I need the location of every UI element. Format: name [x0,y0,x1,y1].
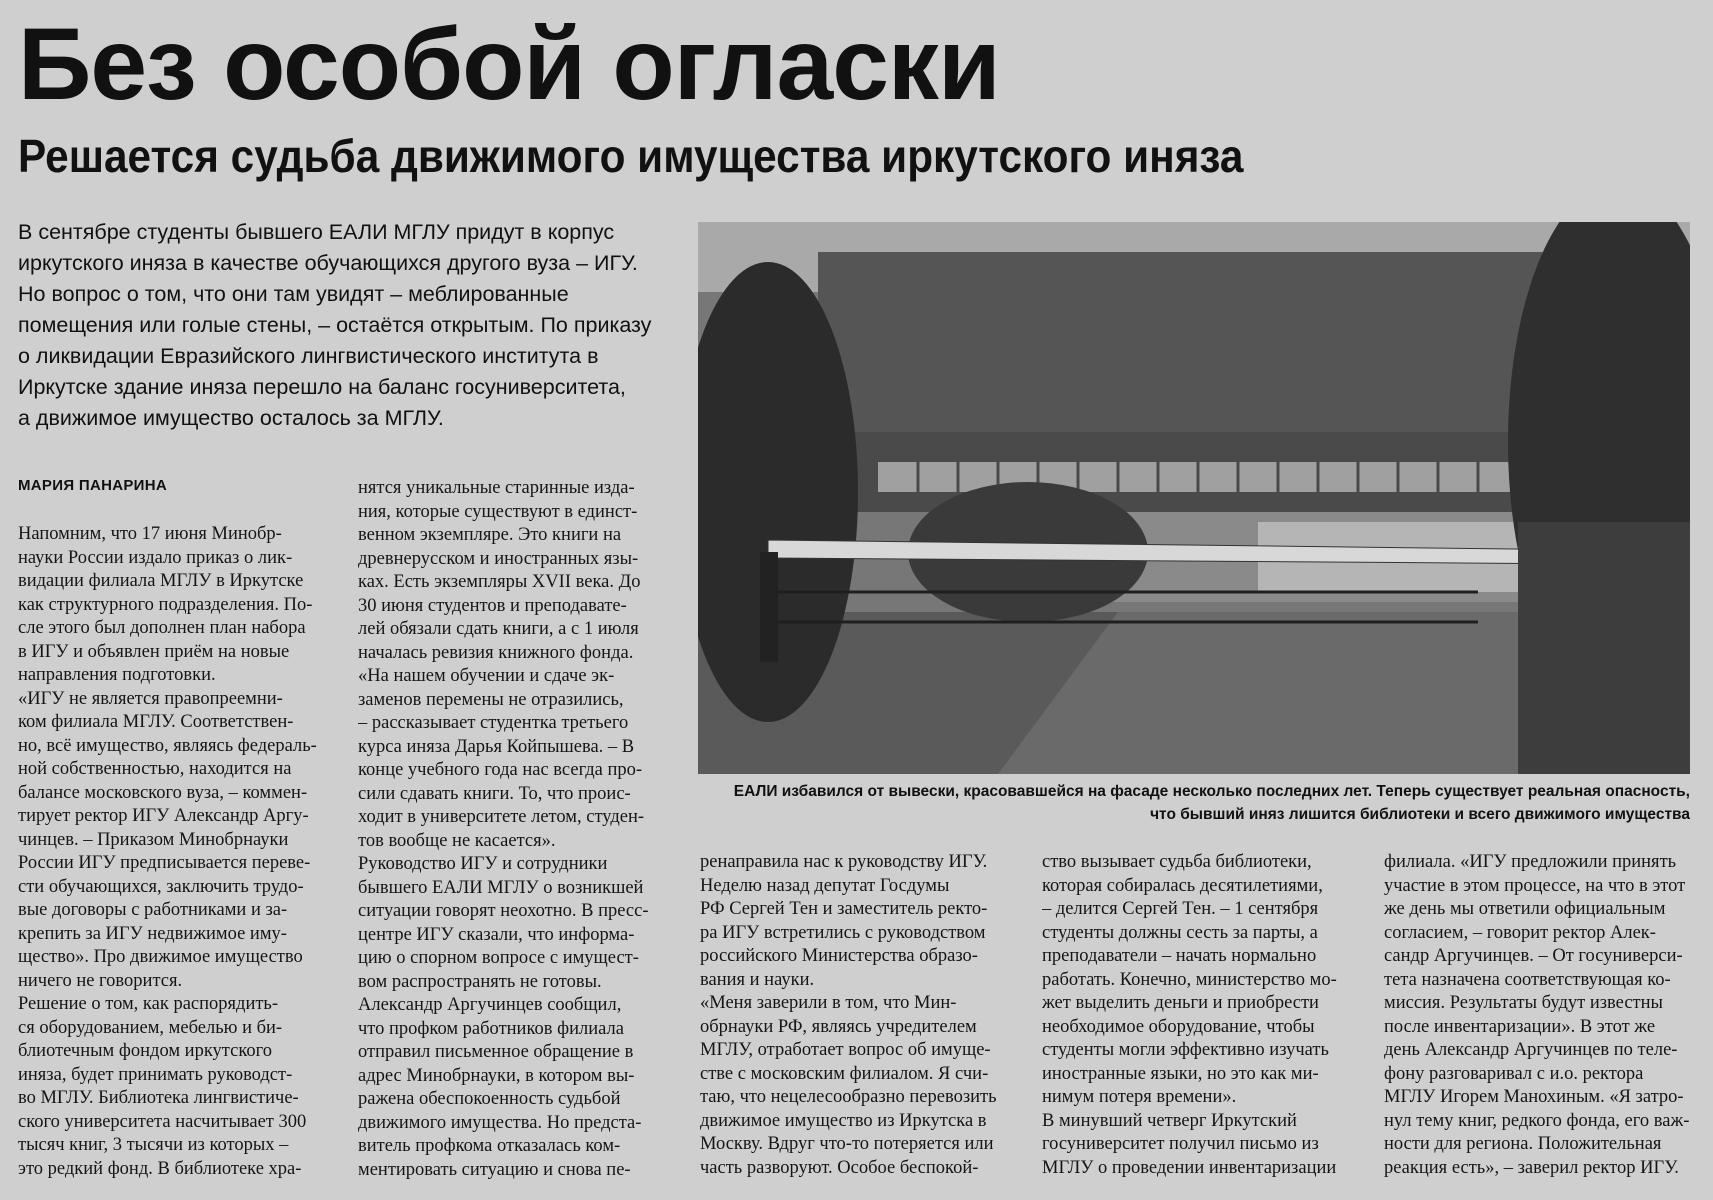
column-line: которая собиралась десятилетиями, [1042,875,1323,896]
column-line: ной собственностью, находится на [18,759,292,779]
column-line: Неделю назад депутат Госдумы [700,875,950,896]
column-line: ничего не говорится. [18,970,183,991]
building-photo [698,222,1690,774]
column-line: МГЛУ, отработает вопрос об имуще- [700,1040,991,1060]
column-line: блиотечным фондом иркутского [18,1041,272,1061]
column-line: ситуации говорят неохотно. В пресс- [358,901,649,921]
column-line: вом распространять не готовы. [358,971,602,992]
column-line: необходимое оборудование, чтобы [1042,1016,1315,1037]
column-line: вые договоры с работниками и за- [18,900,288,920]
column-line: согласием, – говорит ректор Алек- [1384,922,1656,943]
column-line: В минувший четверг Иркутский [1042,1110,1297,1131]
column-line: крепить за ИГУ недвижимое иму- [18,923,287,944]
column-line: «ИГУ не является правопреемни- [18,688,283,709]
column-line: участие в этом процессе, на что в этот [1384,875,1686,896]
column-line: филиала. «ИГУ предложили принять [1384,852,1677,872]
column-line: ния, которые существуют в единст- [358,501,638,522]
column-line: адрес Минобрнауки, в котором вы- [358,1065,635,1086]
column-line: центре ИГУ сказали, что информа- [358,924,635,945]
column-line: началась ревизия книжного фонда. [358,642,634,663]
byline: МАРИЯ ПАНАРИНА [18,477,167,494]
column-line: российского Министерства образо- [700,946,978,966]
article-column-4 [1042,851,1354,1180]
column-line: таю, что нецелесообразно перевозить [700,1087,997,1107]
column-line: но, всё имущество, являясь федераль- [18,735,317,756]
column-line: МГЛУ о проведении инвентаризации [1042,1157,1337,1178]
column-line: «На нашем обучении и сдаче эк- [358,666,615,686]
lead-line: В сентябре студенты бывшего ЕАЛИ МГЛУ придут в корпус [18,220,615,244]
column-line: России ИГУ предписывается переве- [18,853,311,873]
column-line: тысяч книг, 3 тысячи из которых – [18,1135,289,1155]
column-line: это редкий фонд. В библиотеке хра- [18,1158,302,1179]
column-line: после инвентаризации». В этот же [1384,1016,1656,1037]
column-line: ходит в университете летом, студен- [358,807,645,827]
column-line: ком филиала МГЛУ. Соответствен- [18,712,294,732]
article-column-1 [18,523,330,1181]
column-line: реакция есть», – заверил ректор ИГУ. [1384,1157,1679,1178]
column-line: тета назначена соответствующая ко- [1384,969,1671,990]
column-line: движимое имущество из Иркутска в [700,1110,987,1131]
column-line: Руководство ИГУ и сотрудники [358,854,608,874]
column-line: чинцев. – Приказом Минобрнауки [18,829,289,850]
column-line: венном экземпляре. Это книги на [358,525,622,545]
column-line: преподаватели – начать нормально [1042,946,1317,966]
column-line: как структурного подразделения. По- [18,594,313,615]
column-line: обрнауки РФ, являясь учредителем [700,1016,977,1037]
column-line: госуниверситет получил письмо из [1042,1134,1319,1154]
column-line: тирует ректор ИГУ Александр Аргу- [18,806,309,826]
column-line: сти обучающихся, заключить трудо- [18,876,304,897]
column-line: в ИГУ и объявлен приём на новые [18,641,290,662]
lead-line: помещения или голые стены, – остаётся открытым. По приказу [18,313,652,337]
column-line: древнерусском и иностранных язы- [358,548,639,569]
column-line: видации филиала МГЛУ в Иркутске [18,571,304,591]
column-line: нятся уникальные старинные изда- [358,478,635,498]
column-line: день Александр Аргучинцев по теле- [1384,1040,1678,1060]
lead-line: иркутского иняза в качестве обучающихся другого вуза – ИГУ. [18,251,638,275]
column-line: миссия. Результаты будут известны [1384,993,1663,1013]
column-line: Москву. Вдруг что-то потеряется или [700,1134,994,1154]
article-column-2 [358,477,670,1182]
column-line: науки России издало приказ о лик- [18,547,293,568]
column-line: иностранные языки, но это как ми- [1042,1063,1319,1084]
lead-line: а движимое имущество осталось за МГЛУ. [18,406,444,430]
column-line: студенты могли эффективно изучать [1042,1040,1329,1060]
column-line: ках. Есть экземпляры XVII века. До [358,572,641,592]
column-line: отправил письменное обращение в [358,1042,634,1062]
column-line: движимого имущества. Но предста- [358,1112,642,1133]
column-line: балансе московского вуза, – коммен- [18,782,308,803]
column-line: часть разворуют. Особое беспокой- [700,1157,979,1178]
column-line: ренаправила нас к руководству ИГУ. [700,852,988,872]
column-line: ра ИГУ встретились с руководством [700,922,986,943]
column-line: – рассказывает студентка третьего [358,713,629,733]
headline: Без особой огласки [18,7,1000,121]
column-line: работать. Конечно, министерство мо- [1042,969,1337,990]
column-line: – делится Сергей Тен. – 1 сентября [1042,899,1319,919]
caption-line: ЕАЛИ избавился от вывески, красовавшейся на фасаде несколько последних лет. Теперь существует реальная опасность, [733,783,1690,800]
column-line: Решение о том, как распорядить- [18,994,279,1014]
article-column-5 [1384,851,1696,1180]
column-line: же день мы ответили официальным [1384,899,1666,919]
column-line: МГЛУ Игорем Манохиным. «Я затро- [1384,1087,1684,1107]
column-line: Александр Аргучинцев сообщил, [358,995,622,1015]
article-photo [698,222,1690,774]
column-line: фону разговаривал с и.о. ректора [1384,1063,1644,1084]
article-column-3 [700,851,1012,1180]
column-line: жет выделить деньги и приобрести [1042,993,1319,1013]
lead-line: Но вопрос о том, что они там увидят – меблированные [18,282,569,306]
column-line: вания и науки. [700,969,815,990]
column-line: ности для региона. Положительная [1384,1134,1662,1154]
lead-paragraph [18,217,698,434]
column-line: ского университета насчитывает 300 [18,1111,307,1132]
column-line: во МГЛУ. Библиотека лингвистиче- [18,1088,299,1108]
column-line: сле этого был дополнен план набора [18,618,306,638]
column-line: студенты должны сесть за парты, а [1042,922,1318,943]
lead-line: Иркутске здание иняза перешло на баланс госуниверситета, [18,375,626,399]
column-line: курса иняза Дарья Койпышева. – В [358,736,635,757]
column-line: витель профкома отказалась ком- [358,1136,621,1156]
column-line: Напомним, что 17 июня Минобр- [18,524,282,544]
column-line: что профком работников филиала [358,1018,624,1039]
column-line: «Меня заверили в том, что Мин- [700,993,957,1013]
column-line: заменов перемены не отразились, [358,689,624,710]
column-line: стве с московским филиалом. Я счи- [700,1063,989,1084]
column-line: РФ Сергей Тен и заместитель ректо- [700,899,988,919]
column-line: сили сдавать книги. То, что проис- [358,783,631,804]
column-line: ство вызывает судьба библиотеки, [1042,852,1312,872]
column-line: ментировать ситуацию и снова пе- [358,1159,631,1180]
column-line: ся оборудованием, мебелью и би- [18,1017,283,1038]
lead-line: о ликвидации Евразийского лингвистического института в [18,344,599,368]
column-line: бывшего ЕАЛИ МГЛУ о возникшей [358,877,644,898]
photo-caption [700,780,1690,826]
column-line: щество». Про движимое имущество [18,947,303,967]
column-line: нул тему книг, редкого фонда, его важ- [1384,1110,1690,1131]
column-line: лей обязали сдать книги, а с 1 июля [358,619,639,639]
caption-line: что бывший иняз лишится библиотеки и всего движимого имущества [1150,806,1690,823]
column-line: сандр Аргучинцев. – От госуниверси- [1384,946,1683,966]
column-line: конце учебного года нас всегда про- [358,760,643,780]
subheadline: Решается судьба движимого имущества иркутского иняза [18,130,1244,182]
column-line: тов вообще не касается». [358,830,556,851]
column-line: направления подготовки. [18,665,216,685]
column-line: цию о спорном вопросе с имущест- [358,948,639,968]
column-line: ражена обеспокоенность судьбой [358,1089,621,1109]
column-line: иняза, будет принимать руководст- [18,1064,293,1085]
column-line: 30 июня студентов и преподавате- [358,595,627,616]
column-line: нимум потеря времени». [1042,1087,1237,1107]
